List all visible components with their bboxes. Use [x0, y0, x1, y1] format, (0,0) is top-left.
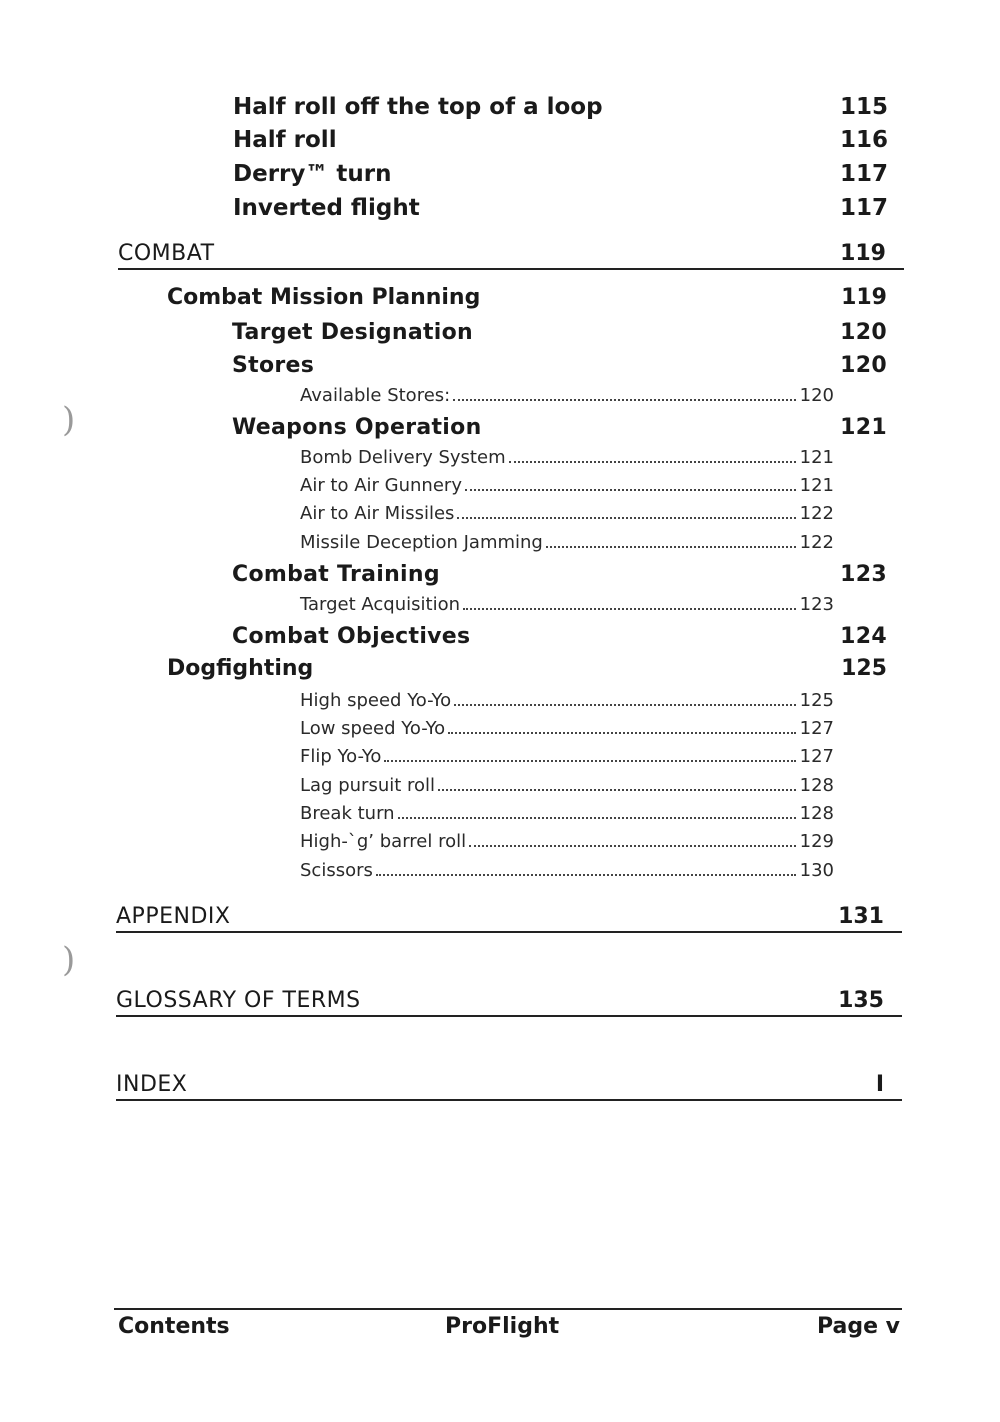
toc-subentry-label: Missile Deception Jamming: [300, 532, 543, 553]
toc-entry-label: Half roll off the top of a loop: [233, 94, 603, 120]
toc-entry-label: Target Designation: [232, 320, 474, 345]
toc-entry-page: 116: [839, 127, 888, 153]
toc-subentry: [300, 475, 834, 496]
footer-page-number: Page v: [816, 1314, 900, 1339]
toc-entry-page: 117: [839, 195, 888, 221]
toc-subentry-label: Flip Yo-Yo: [300, 746, 382, 767]
toc-subentry-page: 125: [799, 690, 834, 711]
dot-leader: [453, 399, 795, 401]
toc-subentry-page: 121: [799, 447, 834, 468]
toc-subentry-label: High-`g’ barrel roll: [300, 831, 467, 852]
dot-leader: [448, 732, 795, 734]
section-heading-label: GLOSSARY OF TERMS: [116, 988, 361, 1013]
dot-leader: [546, 546, 796, 548]
toc-subentry-page: 130: [799, 860, 834, 881]
toc-subentry: [300, 860, 834, 881]
footer-rule: [114, 1308, 902, 1310]
toc-subentry-label: High speed Yo-Yo: [300, 690, 452, 711]
toc-subentry: [300, 746, 834, 767]
section-heading-label: INDEX: [116, 1072, 188, 1097]
toc-subentry-page: 127: [799, 718, 834, 739]
toc-entry-label: Combat Mission Planning: [167, 285, 481, 310]
section-heading-page: I: [875, 1072, 884, 1097]
margin-mark: ): [62, 940, 76, 980]
toc-entry-weapons-operation: [232, 415, 887, 440]
toc-subentry-available-stores: [300, 385, 834, 406]
toc-subentry-label: Target Acquisition: [300, 594, 460, 615]
toc-entry: [233, 161, 888, 187]
toc-subentry-page: 128: [799, 775, 834, 796]
toc-entry-stores: [232, 353, 887, 378]
toc-entry: [233, 94, 888, 120]
toc-subentry-label: Break turn: [300, 803, 395, 824]
margin-mark: ): [62, 400, 76, 440]
toc-entry-page: 120: [840, 320, 887, 345]
toc-subentry-page: 120: [799, 385, 834, 406]
toc-entry-label: Half roll: [233, 127, 337, 153]
toc-subentry: [300, 503, 834, 524]
toc-subentry: [300, 447, 834, 468]
toc-entry: [233, 195, 888, 221]
toc-entry-label: Dogfighting: [167, 656, 314, 681]
toc-entry-page: 124: [840, 624, 887, 649]
toc-entry-label: Inverted flight: [233, 195, 420, 221]
toc-entry-target-designation: [232, 320, 887, 345]
toc-subentry-label: Low speed Yo-Yo: [300, 718, 446, 739]
toc-entry: [233, 127, 888, 153]
toc-entry-dogfighting: [167, 656, 887, 681]
dot-leader: [463, 608, 796, 610]
toc-subentry-page: 127: [799, 746, 834, 767]
toc-subentry-page: 128: [799, 803, 834, 824]
toc-entry-page: 125: [841, 656, 887, 681]
section-heading-page: 135: [838, 988, 884, 1013]
section-heading-page: 131: [838, 904, 884, 929]
toc-entry-label: Combat Training: [232, 562, 440, 587]
toc-entry-page: 117: [839, 161, 888, 187]
toc-subentry-label: Scissors: [300, 860, 373, 881]
toc-entry-combat-training: [232, 562, 887, 587]
toc-subentry-page: 129: [799, 831, 834, 852]
dot-leader: [398, 817, 796, 819]
toc-subentry: [300, 831, 834, 852]
toc-entry-page: 115: [839, 94, 888, 120]
toc-subentry-label: Bomb Delivery System: [300, 447, 506, 468]
section-heading-index: [116, 1072, 902, 1101]
dot-leader: [509, 461, 796, 463]
toc-entry-page: 121: [840, 415, 887, 440]
dot-leader: [438, 789, 796, 791]
toc-subentry-label: Air to Air Missiles: [300, 503, 455, 524]
dot-leader: [469, 845, 796, 847]
toc-subentry-page: 123: [799, 594, 834, 615]
footer-left: Contents: [118, 1314, 230, 1339]
section-heading-combat: [118, 241, 904, 270]
toc-entry-label: Stores: [232, 353, 315, 378]
toc-entry-combat-mission-planning: [167, 285, 887, 310]
toc-subentry-label: Air to Air Gunnery: [300, 475, 462, 496]
dot-leader: [457, 517, 795, 519]
section-heading-page: 119: [840, 241, 886, 266]
toc-subentry: [300, 532, 834, 553]
toc-subentry-page: 122: [799, 503, 834, 524]
toc-subentry: [300, 718, 834, 739]
toc-entry-page: 123: [840, 562, 887, 587]
dot-leader: [376, 874, 796, 876]
toc-subentry: [300, 803, 834, 824]
toc-entry-label: Derry™ turn: [233, 161, 392, 187]
toc-entry-page: 120: [840, 353, 887, 378]
toc-subentry-label: Available Stores:: [300, 385, 451, 406]
section-heading-appendix: [116, 904, 902, 933]
section-heading-label: APPENDIX: [116, 904, 231, 929]
section-heading-label: COMBAT: [118, 241, 215, 266]
dot-leader: [465, 489, 796, 491]
footer-center: ProFlight: [445, 1314, 560, 1339]
toc-subentry-page: 122: [799, 532, 834, 553]
toc-subentry-label: Lag pursuit roll: [300, 775, 436, 796]
toc-entry-combat-objectives: [232, 624, 887, 649]
toc-subentry-page: 121: [799, 475, 834, 496]
toc-entry-label: Weapons Operation: [232, 415, 482, 440]
toc-subentry: [300, 690, 834, 711]
toc-entry-label: Combat Objectives: [232, 624, 471, 649]
toc-entry-page: 119: [841, 285, 887, 310]
toc-subentry: [300, 775, 834, 796]
dot-leader: [454, 704, 796, 706]
dot-leader: [384, 760, 795, 762]
toc-subentry-target-acquisition: [300, 594, 834, 615]
section-heading-glossary: [116, 988, 902, 1017]
